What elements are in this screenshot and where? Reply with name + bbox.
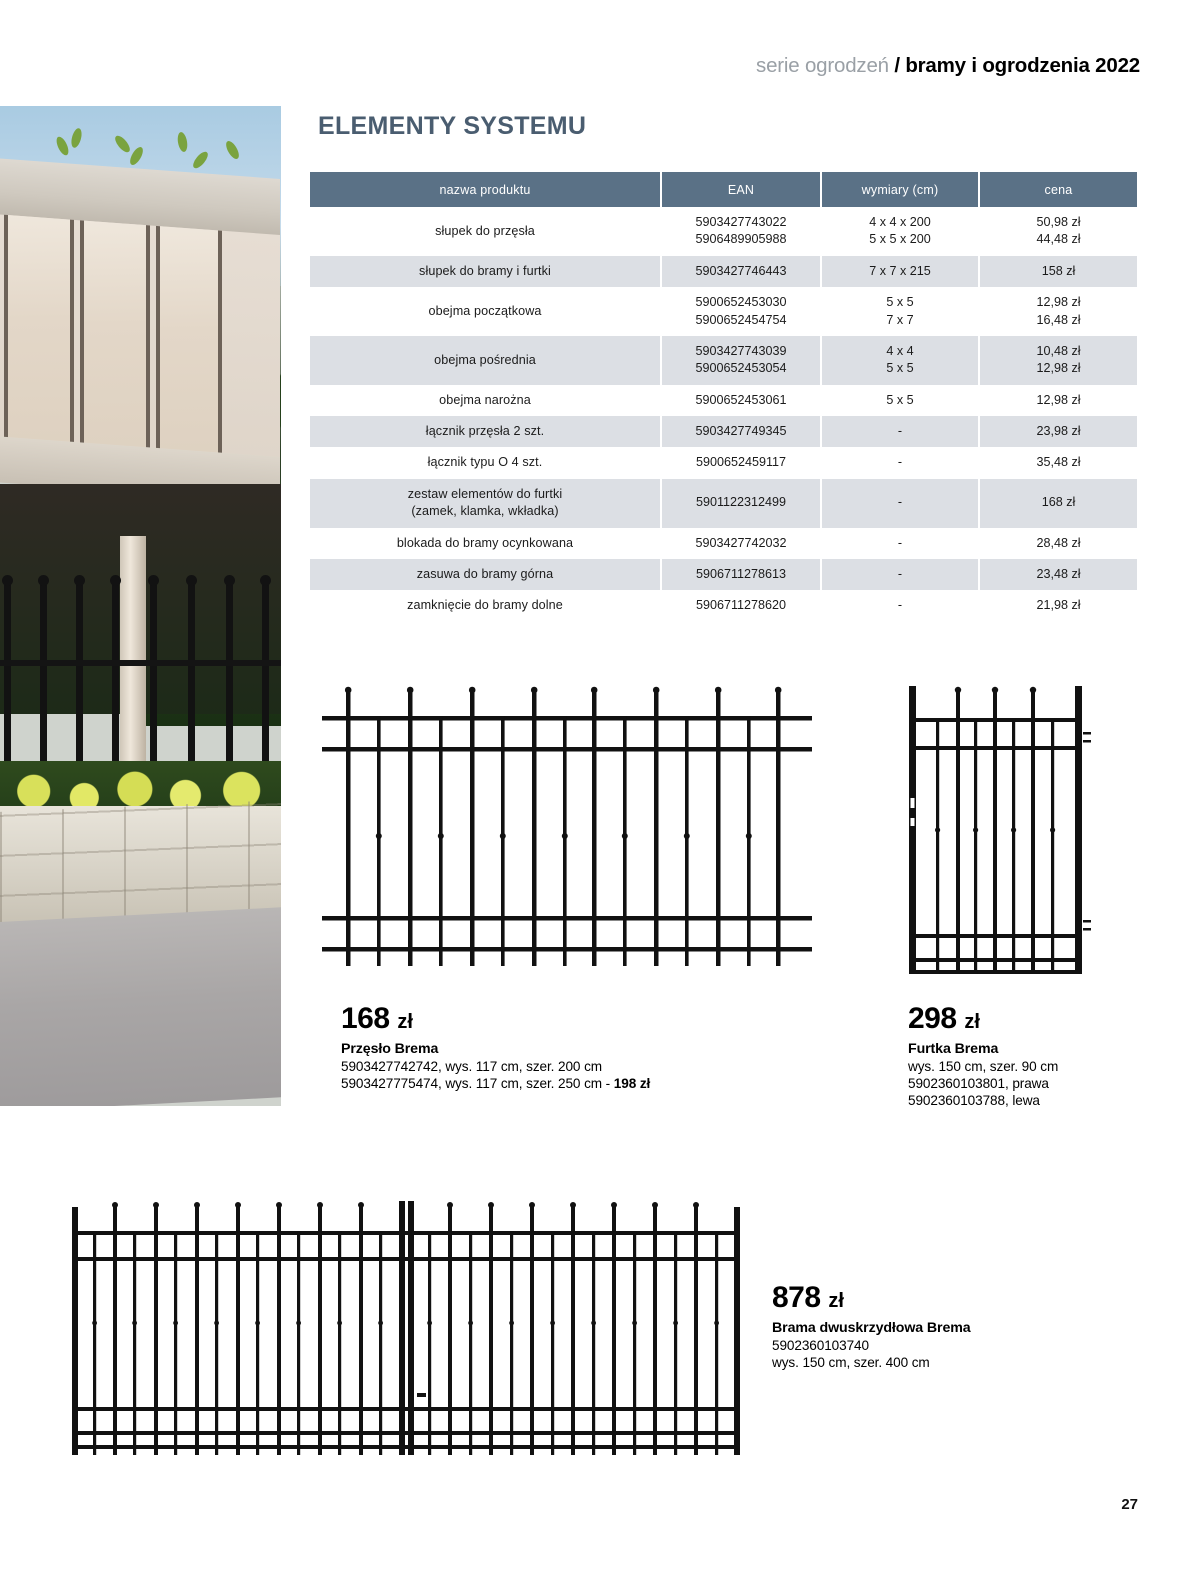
cell-product-name: zasuwa do bramy górna — [310, 559, 662, 590]
brama-name: Brama dwuskrzydłowa Brema — [772, 1320, 971, 1336]
photo-fence-bar — [226, 584, 233, 784]
photo-window — [4, 215, 74, 474]
furtka-line-2: 5902360103801, prawa — [908, 1076, 1049, 1091]
cell-price: 23,48 zł — [980, 559, 1137, 590]
system-elements-table — [310, 172, 1137, 622]
double-gate-svg — [70, 1193, 742, 1455]
cell-dimensions: - — [822, 590, 980, 621]
przeslo-line-2-main: 5903427775474, wys. 117 cm, szer. 250 cm — [341, 1076, 602, 1091]
table-row — [310, 559, 1137, 590]
table-row — [310, 256, 1137, 287]
cell-price: 12,98 zł 16,48 zł — [980, 287, 1137, 336]
fence-panel-svg — [322, 676, 812, 966]
table-body — [310, 207, 1137, 622]
table-row — [310, 447, 1137, 478]
cell-product-name: łącznik przęsła 2 szt. — [310, 416, 662, 447]
przeslo-price — [341, 1004, 650, 1034]
cell-price: 12,98 zł — [980, 385, 1137, 416]
pedestrian-gate-svg — [903, 680, 1095, 980]
hero-photo — [0, 106, 281, 1106]
table-row — [310, 590, 1137, 621]
brama-price-value: 878 — [772, 1281, 821, 1314]
furtka-name: Furtka Brema — [908, 1041, 999, 1057]
cell-product-name: łącznik typu O 4 szt. — [310, 447, 662, 478]
cell-price: 158 zł — [980, 256, 1137, 287]
przeslo-line-2-price: 198 zł — [613, 1076, 651, 1091]
brama-line-1: 5902360103740 — [772, 1338, 869, 1353]
przeslo-price-value: 168 — [341, 1002, 390, 1035]
cell-dimensions: - — [822, 528, 980, 559]
cell-price: 35,48 zł — [980, 447, 1137, 478]
table-row — [310, 528, 1137, 559]
cell-dimensions: - — [822, 559, 980, 590]
cell-ean: 5906711278613 — [662, 559, 822, 590]
column-header-ean: EAN — [662, 172, 822, 207]
cell-price: 168 zł — [980, 479, 1137, 528]
cell-price: 50,98 zł 44,48 zł — [980, 207, 1137, 256]
cell-price: 21,98 zł — [980, 590, 1137, 621]
brama-currency: zł — [828, 1290, 844, 1312]
cell-dimensions: 7 x 7 x 215 — [822, 256, 980, 287]
caption-przeslo — [341, 1004, 650, 1091]
header-series-label: serie ogrodzeń — [756, 54, 889, 77]
page-header — [0, 54, 1140, 78]
page-number: 27 — [1121, 1496, 1138, 1513]
photo-window — [80, 220, 150, 479]
column-header-dims: wymiary (cm) — [822, 172, 980, 207]
cell-product-name: obejma początkowa — [310, 287, 662, 336]
furtka-currency: zł — [964, 1011, 980, 1033]
table-row — [310, 416, 1137, 447]
cell-product-name: obejma pośrednia — [310, 336, 662, 385]
pedestrian-gate-drawing — [903, 680, 1095, 980]
cell-product-name: zamknięcie do bramy dolne — [310, 590, 662, 621]
furtka-line-3: 5902360103788, lewa — [908, 1093, 1040, 1108]
page-title: ELEMENTY SYSTEMU — [318, 112, 587, 140]
table-row — [310, 287, 1137, 336]
double-gate-drawing — [70, 1193, 742, 1455]
photo-fence-bar — [262, 584, 269, 784]
column-header-name: nazwa produktu — [310, 172, 662, 207]
caption-furtka — [908, 1004, 1058, 1108]
przeslo-line-1: 5903427742742, wys. 117 cm, szer. 200 cm — [341, 1059, 602, 1074]
brama-price — [772, 1283, 971, 1313]
photo-fence-bar — [112, 584, 119, 784]
cell-product-name: obejma narożna — [310, 385, 662, 416]
cell-ean: 5901122312499 — [662, 479, 822, 528]
photo-fence-bar — [76, 584, 83, 784]
cell-dimensions: - — [822, 479, 980, 528]
cell-ean: 5900652459117 — [662, 447, 822, 478]
furtka-price — [908, 1004, 1058, 1034]
caption-brama — [772, 1283, 971, 1370]
cell-dimensions: - — [822, 447, 980, 478]
cell-price: 28,48 zł — [980, 528, 1137, 559]
cell-product-name: blokada do bramy ocynkowana — [310, 528, 662, 559]
photo-fence-bar — [150, 584, 157, 784]
cell-ean: 5906711278620 — [662, 590, 822, 621]
fence-panel-drawing — [322, 676, 812, 966]
cell-ean: 5900652453061 — [662, 385, 822, 416]
photo-fence-bar — [188, 584, 195, 784]
cell-dimensions: 4 x 4 x 200 5 x 5 x 200 — [822, 207, 980, 256]
table-header-row — [310, 172, 1137, 207]
przeslo-line-2 — [341, 1076, 650, 1091]
cell-dimensions: - — [822, 416, 980, 447]
column-header-price: cena — [980, 172, 1137, 207]
table-row — [310, 207, 1137, 256]
table-row — [310, 385, 1137, 416]
cell-ean: 5903427742032 — [662, 528, 822, 559]
header-catalog-label: / bramy i ogrodzenia 2022 — [894, 54, 1140, 77]
cell-product-name: słupek do przęsła — [310, 207, 662, 256]
furtka-price-value: 298 — [908, 1002, 957, 1035]
cell-price: 23,98 zł — [980, 416, 1137, 447]
cell-product-name: słupek do bramy i furtki — [310, 256, 662, 287]
przeslo-line-2-dash: - — [602, 1076, 614, 1091]
cell-dimensions: 5 x 5 — [822, 385, 980, 416]
photo-window — [156, 226, 222, 485]
photo-fence-bar — [40, 584, 47, 784]
cell-ean: 5903427746443 — [662, 256, 822, 287]
cell-ean: 5903427749345 — [662, 416, 822, 447]
cell-ean: 5903427743039 5900652453054 — [662, 336, 822, 385]
photo-fence-bar — [4, 584, 11, 784]
brama-line-2: wys. 150 cm, szer. 400 cm — [772, 1355, 930, 1370]
cell-ean: 5900652453030 5900652454754 — [662, 287, 822, 336]
cell-product-name: zestaw elementów do furtki (zamek, klamka, wkładka) — [310, 479, 662, 528]
furtka-line-1: wys. 150 cm, szer. 90 cm — [908, 1059, 1059, 1074]
photo-fence-rail — [0, 660, 281, 666]
cell-ean: 5903427743022 5906489905988 — [662, 207, 822, 256]
przeslo-currency: zł — [397, 1011, 413, 1033]
cell-price: 10,48 zł 12,98 zł — [980, 336, 1137, 385]
photo-pavement — [0, 907, 281, 1106]
cell-dimensions: 4 x 4 5 x 5 — [822, 336, 980, 385]
table-row — [310, 479, 1137, 528]
przeslo-name: Przęsło Brema — [341, 1041, 439, 1057]
table-row — [310, 336, 1137, 385]
cell-dimensions: 5 x 5 7 x 7 — [822, 287, 980, 336]
